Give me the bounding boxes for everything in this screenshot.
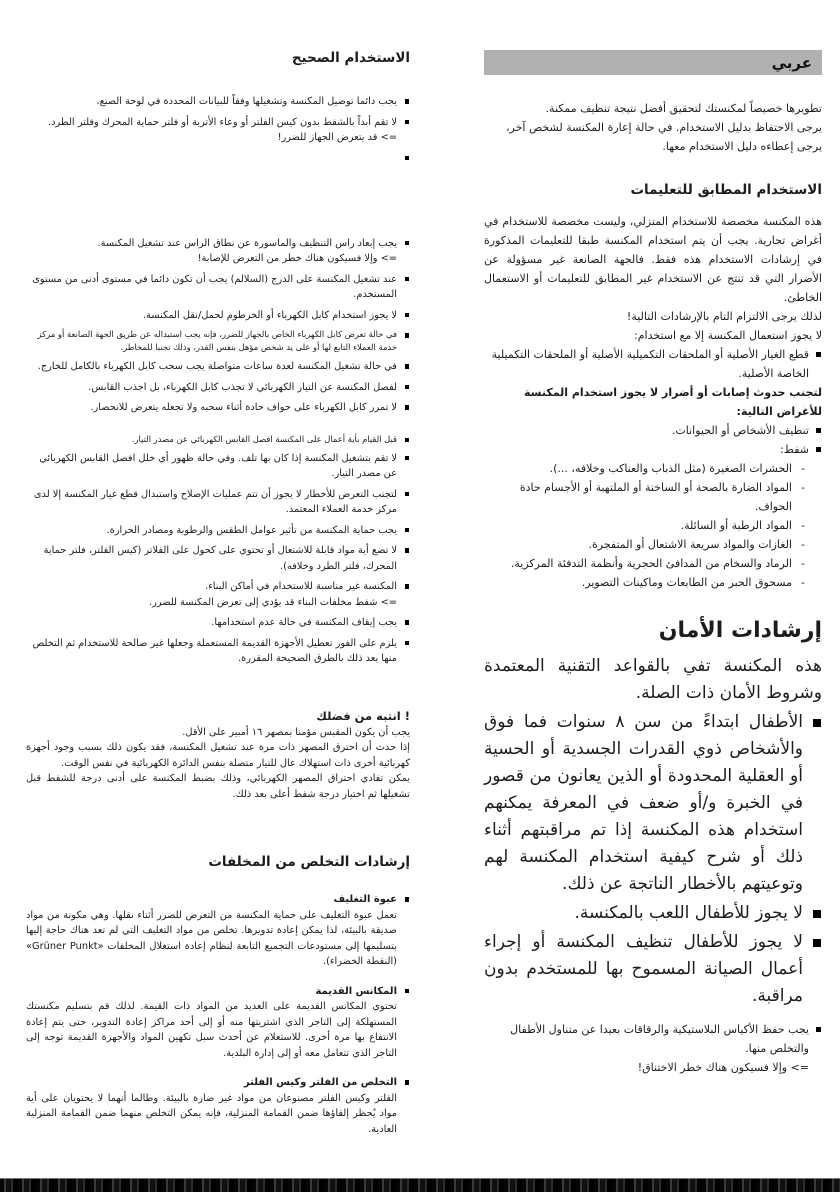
- square-bullet-icon: [405, 492, 410, 497]
- square-bullet-icon: [405, 989, 410, 994]
- dash-list-item: - مسحوق الحبر من الطابعات وماكينات التصوير.: [484, 573, 822, 592]
- square-bullet-icon: [405, 897, 410, 902]
- square-bullet-icon: [813, 910, 821, 918]
- construction-debris-warning: => شفط مخلفات البناء قد يؤدي إلى تعرض المكنسة للضرر.: [148, 596, 397, 608]
- instruction-item: يجب إبعاد راس التنظيف والماسورة عن نطاق الراس عند تشغيل المكنسة.: [26, 236, 410, 252]
- square-bullet-icon: [405, 528, 410, 533]
- dash-list-item: - الرماد والسخام من المدافئ الحجرية وأنظمة التدفئة المركزية.: [484, 554, 822, 573]
- square-bullet-icon: [816, 428, 821, 433]
- square-bullet-icon: [405, 277, 410, 282]
- damage-warning: => قد يتعرض الجهاز للضرر!: [277, 132, 397, 143]
- square-bullet-icon: [405, 584, 410, 589]
- square-bullet-icon: [816, 447, 821, 452]
- dash-list-item: - الغازات والمواد سريعة الاشتعال أو المتفجرة.: [484, 535, 822, 554]
- language-label: عربي: [771, 53, 812, 72]
- dash-icon: -: [801, 538, 805, 551]
- safety-intro: هذه المكنسة تفي بالقواعد التقنية المعتمدة وشروط الأمان ذات الصلة.: [484, 656, 822, 703]
- section-title-intended-use: الاستخدام المطابق للتعليمات: [630, 182, 822, 198]
- list-item: شفط:: [484, 440, 822, 459]
- dash-icon: -: [801, 462, 805, 475]
- square-bullet-icon: [405, 333, 410, 338]
- safety-rule-plastic-bags: يجب حفظ الأكياس البلاستيكية والرقاقات بعيدا عن متناول الأطفال والتخلص منها.: [484, 1020, 822, 1058]
- disposal-text: تحتوي المكانس القديمة على العديد من المواد ذات القيمة. لذلك قم بتسليم مكنستك المستهلكة إلى التاجر الذي اشتريتها منه أو إلى أحد مراكز إعادة التدوير، حتى يتم إعادة الانتفاع بها مرة أخرى. للاستعلام عن أحدث سبل تكهين المواد والأجهزة القديمة توجه إلى التاجر الذي تتعامل معه أو إلى إدارة البلدية.: [26, 1001, 397, 1059]
- list-item: تنظيف الأشخاص أو الحيوانات.: [484, 421, 822, 440]
- dash-icon: -: [801, 481, 805, 494]
- intro-line-1: تطويرها خصيصاً لمكنستك لتحقيق أفضل نتيجة تنظيف ممكنة.: [545, 102, 822, 115]
- instruction-item: عند تشغيل المكنسة على الدرج (السلالم) يجب أن تكون دائما في مستوى أدنى من مستوى المستخدم.: [26, 272, 410, 303]
- instruction-item: لفصل المكنسة عن التيار الكهربائي لا تجذب كابل الكهرباء، بل اجذب القابس.: [26, 380, 410, 396]
- spacer: [26, 416, 410, 428]
- dash-icon: -: [801, 576, 805, 589]
- square-bullet-icon: [405, 156, 410, 161]
- dash-list-item: - الحشرات الصغيرة (مثل الذباب والعناكب وخلافه، ...).: [484, 459, 822, 478]
- safety-rule: الأطفال ابتداءً من سن ٨ سنوات فما فوق والأشخاص ذوي القدرات الجسدية أو الحسية أو العقلية المحدودة أو الذين يعانون من قصور في الخبرة و/أو ضعف في المعرفة يمكنهم استخدام هذه المكنسة إذا تم مراقبتهم أثناء ذلك أو شرح كيفية استخدام المكنسة لهم وتوعيتهم بالأخطار الناتجة عن ذلك.: [484, 709, 822, 898]
- safety-rule: لا يجوز للأطفال تنظيف المكنسة أو إجراء أعمال الصيانة المسموح بها للمستخدم بدون مراقبة.: [484, 929, 822, 1010]
- dash-icon: -: [801, 557, 805, 570]
- square-bullet-icon: [405, 313, 410, 318]
- attention-line: يمكن تفادي احتراق المصهر الكهربائي، وذلك بضبط المكنسة على أدنى درجة للشفط قبل تشغيلها ثم اختيار درجة شفط أعلى بعد ذلك.: [26, 773, 410, 800]
- attention-title: ! انتبه من فضلك: [316, 708, 410, 723]
- instruction-item: لا تمرر كابل الكهرباء على حواف حادة أثناء سحبه ولا تجعله يتعرض للانحصار.: [26, 400, 410, 416]
- square-bullet-icon: [816, 1027, 821, 1032]
- disposal-text: الفلتر وكيس الفلتر مصنوعان من مواد غير ضارة بالبيئة. وطالما أنهما لا يحتويان على أية مواد يُحظر إلقاؤها ضمن القمامة المنزلية، فإنه يمكن التخلص منهما ضمن القمامة المنزلية العادية.: [26, 1092, 397, 1135]
- instruction-item: المكنسة غير مناسبة للاستخدام في أماكن البناء.: [26, 579, 410, 595]
- instruction-item: لا تقم أبداً بالشفط بدون كيس الفلتر أو وعاء الأتربة أو فلتر حماية المحرك وفلتر الطرد.: [26, 115, 410, 131]
- square-bullet-icon: [816, 352, 821, 357]
- language-header-bar: [484, 50, 822, 75]
- square-bullet-icon: [405, 385, 410, 390]
- disposal-item-packaging: [26, 892, 410, 970]
- disposal-subtitle: المكانس القديمة: [315, 985, 397, 997]
- section-title-safety: إرشادات الأمان: [658, 618, 822, 643]
- square-bullet-icon: [813, 719, 821, 727]
- square-bullet-icon: [405, 405, 410, 410]
- instruction-item: يجب دائما توصيل المكنسة وتشغيلها وفقاً للبيانات المحددة في لوحة الصنع.: [26, 94, 410, 110]
- instruction-item-small: قبل القيام بأية أعمال على المكنسة افصل القابس الكهربائي عن مصدر التيار.: [26, 433, 410, 446]
- dash-icon: -: [801, 519, 805, 532]
- intended-use-note: لذلك يرجى الالتزام التام بالإرشادات التالية!: [626, 310, 822, 323]
- square-bullet-icon: [405, 438, 410, 443]
- attention-line: يجب أن يكون المقبس مؤمنا بمصهر ١٦ أمبير على الأقل.: [182, 726, 410, 738]
- left-column: [26, 50, 410, 1137]
- square-bullet-icon: [405, 456, 410, 461]
- instruction-item: يلزم على الفور تعطيل الأجهزة القديمة المستعملة وجعلها غير صالحة للاستخدام ثم التخلص منها بعد ذلك بالطرق الصحيحة المقررة.: [26, 636, 410, 667]
- instruction-item: يجب حماية المكنسة من تأثير عوامل الطقس والرطوبة ومصادر الحرارة.: [26, 523, 410, 539]
- intro-paragraph: [484, 99, 822, 156]
- intended-use-lead-in: لا يجوز استعمال المكنسة إلا مع استخدام:: [634, 329, 822, 342]
- safety-rule: لا يجوز للأطفال اللعب بالمكنسة.: [484, 900, 822, 927]
- instruction-item: لا تضع أية مواد قابلة للاشتعال أو تحتوي على كحول على الفلاتر (كيس الفلتر، فلتر حماية المحرك، فلتر الطرد وخلافه).: [26, 543, 410, 574]
- right-column: [484, 50, 822, 1077]
- section-title-disposal: إرشادات التخلص من المخلفات: [208, 854, 410, 870]
- section-title-correct-use: الاستخدام الصحيح: [291, 50, 410, 66]
- instruction-item-small: في حالة تعرض كابل الكهرباء الخاص بالجهاز للضرر، فإنه يجب استبداله عن طريق الجهة الصانعة أو مركز خدمة العملاء التابع لها أو على يد شخص مؤهل بنفس القدر، وذلك تجنبا للمخاطر.: [26, 328, 410, 354]
- suffocation-warning: => وإلا فسيكون هناك خطر الاختناق!: [637, 1061, 809, 1074]
- list-item: قطع الغيار الأصلية أو الملحقات التكميلية الأصلية أو الملحقات التكميلية الخاصة الأصلية.: [484, 345, 822, 383]
- intended-use-paragraph: هذه المكنسة مخصصة للاستخدام المنزلي، وليست مخصصة للاستخدام في أغراض تجارية. يجب أن يتم استخدام المكنسة طبقا للتعليمات المذكورة في إرشادات الاستخدام هذه فقط. فالجهة الصانعة غير مسؤولة عن الأضرار التي قد تنتج عن الاستخدام غير المطابق للتعليمات أو الاستعمال الخاطئ.: [484, 215, 822, 304]
- instruction-item: لتجنب التعرض للأخطار لا يجوز أن تتم عمليات الإصلاح واستبدال قطع غيار المكنسة إلا لدى مركز خدمة العملاء المعتمد.: [26, 487, 410, 518]
- square-bullet-icon: [405, 548, 410, 553]
- attention-line: إذا حدث أن احترق المصهر ذات مرة عند تشغيل المكنسة، فقد يكون ذلك بسبب وجود أجهزة كهربائية أخرى ذات استهلاك عال للتيار متصلة بنفس الدائرة الكهربائية في نفس الوقت.: [26, 742, 410, 769]
- dash-list-item: - المواد الضارة بالصحة أو الساخنة أو الملتهبة أو الأجسام حادة الحواف.: [484, 478, 822, 516]
- scan-artifact-strip: [0, 1178, 840, 1192]
- disposal-item-filters: [26, 1075, 410, 1137]
- instruction-item: لا تقم بتشغيل المكنسة إذا كان بها تلف. وفي حالة ظهور أي خلل افصل القابس الكهربائي عن مصدر التيار.: [26, 451, 410, 482]
- square-bullet-icon: [813, 939, 821, 947]
- square-bullet-icon: [405, 364, 410, 369]
- square-bullet-icon: [405, 241, 410, 246]
- instruction-item: في حالة تشغيل المكنسة لعدة ساعات متواصلة يجب سحب كابل الكهرباء بالكامل للخارج.: [26, 359, 410, 375]
- square-bullet-icon: [405, 1080, 410, 1085]
- instruction-item: يجب إيقاف المكنسة في حالة عدم استخدامها.: [26, 615, 410, 631]
- square-bullet-icon: [405, 99, 410, 104]
- injury-warning: => وإلا فسيكون هناك خطر من التعرض للإصابة!: [197, 253, 397, 264]
- square-bullet-icon: [405, 620, 410, 625]
- disposal-text: تعمل عبوة التغليف على حماية المكنسة من التعرض للضرر أثناء نقلها. وهي مكونة من مواد صديقة بالبيئة، لذا يمكن إعادة تدويرها. تخلص من مواد التغليف التي لم تعد هناك حاجة إليها بتسليمها إلى مستودعات التجميع التابعة لنظام إعادة استغلال المخلفات «Grüner Punkt» (النقطة الخضراء).: [26, 909, 397, 967]
- spacer: [26, 151, 410, 231]
- intro-line-2: يرجى الاحتفاظ بدليل الاستخدام. في حالة إعارة المكنسة لشخص آخر، يرجى إعطاءه دليل الاستخدام معها.: [505, 121, 822, 153]
- forbidden-uses-lead-in: لتجنب حدوث إصابات أو أضرار لا يجوز استخدام المكنسة للأغراض التالية:: [524, 386, 822, 418]
- disposal-item-old-vacuums: [26, 984, 410, 1062]
- disposal-subtitle: عبوة التغليف: [333, 894, 397, 905]
- disposal-subtitle: التخلص من الفلتر وكيس الفلتر: [243, 1077, 397, 1088]
- instruction-item: لا يجوز استخدام كابل الكهرباء أو الخرطوم لحمل/نقل المكنسة.: [26, 308, 410, 324]
- dash-list-item: - المواد الرطبة أو السائلة.: [484, 516, 822, 535]
- square-bullet-icon: [405, 120, 410, 125]
- square-bullet-icon: [405, 641, 410, 646]
